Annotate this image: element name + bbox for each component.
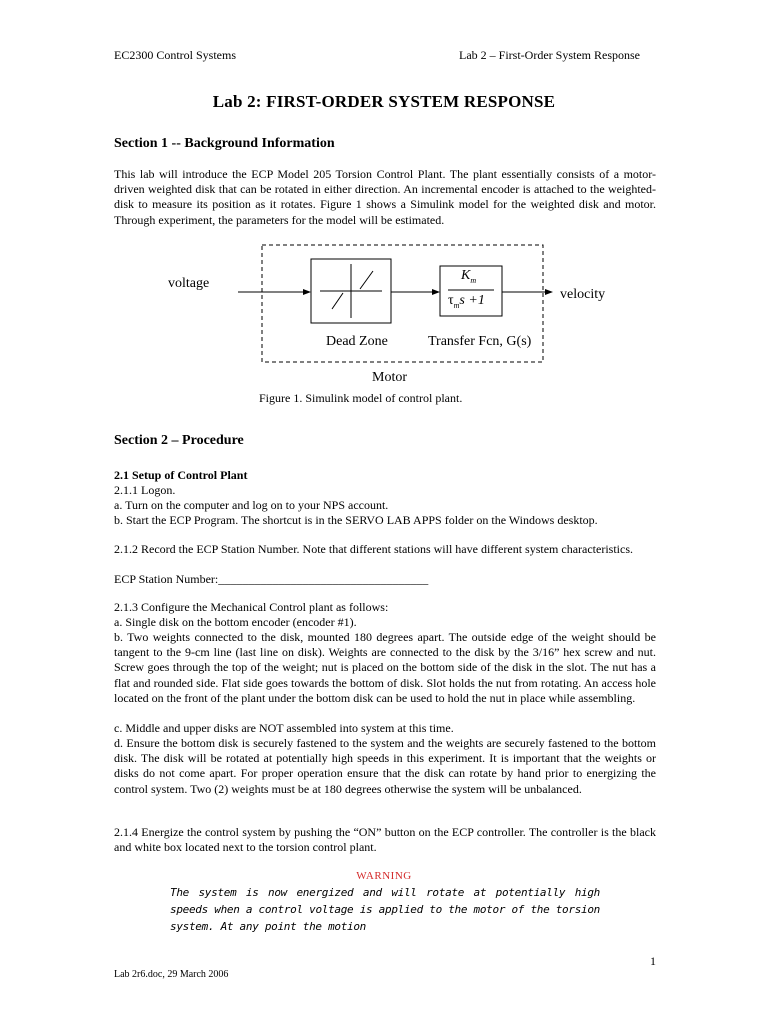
station-paragraph: 2.1.2 Record the ECP Station Number. Note that different stations will have different system characteristics. [114, 542, 633, 556]
config-a: a. Single disk on the bottom encoder (encoder #1). [114, 615, 357, 629]
page-number: 1 [650, 954, 656, 968]
dead-zone-label: Dead Zone [326, 334, 388, 349]
config-intro: 2.1.3 Configure the Mechanical Control plant as follows: [114, 600, 389, 614]
warning-text: The system is now energized and will rotate at potentially high speeds when a control voltage is applied to the motor of the torsion system. At any point the motion [170, 886, 600, 933]
logon-b: b. Start the ECP Program. The shortcut is in the SERVO LAB APPS folder on the Windows desktop. [114, 513, 598, 527]
logon-line: 2.1.1 Logon. [114, 483, 176, 497]
section1-paragraph: This lab will introduce the ECP Model 205 Torsion Control Plant. The plant essentially consists of a motor-driven weighted disk that can be rotated in either direction. An incremental encoder is attached to the weighted-disk to measure its position as it rotates. Figure 1 shows a Simulink model for the weighted disk and motor. Through experiment, the parameters for the model will be estimated. [114, 167, 656, 227]
footer-file: Lab 2r6.doc, 29 March 2006 [114, 969, 229, 980]
warning-title: WARNING [356, 870, 412, 882]
input-label: voltage [168, 276, 210, 291]
logon-a: a. Turn on the computer and log on to your NPS account. [114, 498, 389, 512]
page-title: Lab 2: FIRST-ORDER SYSTEM RESPONSE [212, 92, 556, 111]
config-b: b. Two weights connected to the disk, mounted 180 degrees apart. The outside edge of the weight should be tangent to the 9-cm line (last line on disk). Weights are connected to the disk by the 3/16” hex screw and nut. Screw goes through the top of the weight; nut is placed on the bottom side of the disk in the slot. The nut has a flat and rounded side. Flat side goes towards the bottom of disk. Slot holds the nut from rotating. An access hole located on the front of the plant under the bottom disk can be used to hold the nut in place while assembling. [114, 630, 656, 705]
motor-label: Motor [372, 370, 407, 385]
header-right: Lab 2 – First-Order System Response [459, 48, 640, 62]
figure-caption: Figure 1. Simulink model of control plant. [259, 391, 463, 405]
config-d: d. Ensure the bottom disk is securely fastened to the system and the weights are securely fastened to the bottom disk. The disk will be rotated at potentially high speeds in this experiment. It is important that the weights or disks do not come apart. For proper operation ensure that the disk can rotate by hand prior to energizing the control system. Two (2) weights must be at 180 degrees otherwise the system will be unbalanced. [114, 736, 656, 796]
subsection-heading: 2.1 Setup of Control Plant [114, 468, 248, 482]
config-c: c. Middle and upper disks are NOT assembled into system at this time. [114, 721, 454, 735]
energize-paragraph: 2.1.4 Energize the control system by pushing the “ON” button on the ECP controller. The controller is the black and white box located next to the torsion control plant. [114, 825, 656, 855]
output-label: velocity [560, 287, 606, 302]
transfer-fcn-label: Transfer Fcn, G(s) [428, 334, 532, 349]
tf-denominator: $\tau_ms +1$ [448, 293, 485, 310]
header-left: EC2300 Control Systems [114, 48, 237, 62]
tf-numerator: $K_m$ [461, 268, 477, 285]
section1-heading: Section 1 -- Background Information [114, 136, 335, 151]
section2-heading: Section 2 – Procedure [114, 433, 244, 448]
station-number-field: ECP Station Number:___________________________________ [114, 572, 429, 586]
